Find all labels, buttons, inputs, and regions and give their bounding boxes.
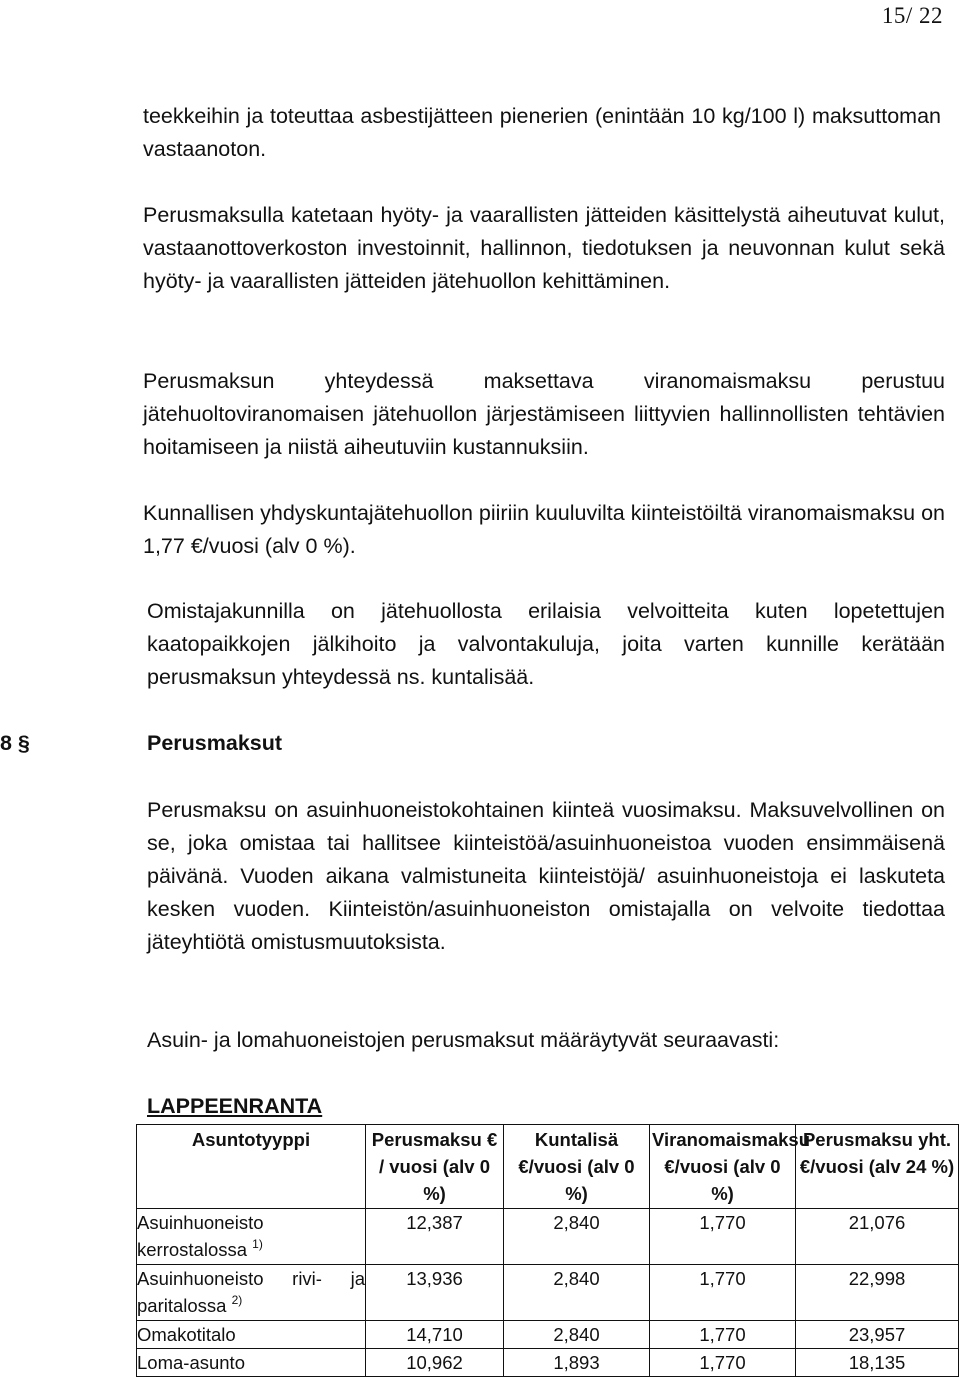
cell-viranomaismaksu: 1,770: [650, 1349, 796, 1377]
section-title: Perusmaksut: [147, 731, 283, 755]
header-kuntalisa: Kuntalisä €/vuosi (alv 0 %): [504, 1125, 650, 1209]
cell-perusmaksu: 12,387: [366, 1209, 504, 1265]
page-number: 15/ 22: [881, 3, 943, 28]
paragraph-viranomaismaksu-amount: Kunnallisen yhdyskuntajätehuollon piiriin kuuluvilta kiinteistöiltä viranomaismaksu on 1,77 €/vuosi (alv 0 %).: [143, 501, 945, 558]
header-yhteensa: Perusmaksu yht. €/vuosi (alv 24 %): [796, 1125, 959, 1209]
header-viranomaismaksu: Viranomaismaksu €/vuosi (alv 0 %): [650, 1125, 796, 1209]
type-label: Asuinhuoneisto kerrostalossa: [137, 1212, 264, 1260]
cell-yhteensa: 21,076: [796, 1209, 959, 1265]
cell-yhteensa: 22,998: [796, 1265, 959, 1321]
section-number: 8 §: [0, 731, 30, 755]
cell-viranomaismaksu: 1,770: [650, 1321, 796, 1349]
paragraph-viranomaismaksu: Perusmaksun yhteydessä maksettava viranomaismaksu perustuu jätehuoltoviranomaisen jätehuollon järjestämiseen liittyvien hallinnollisten tehtävien hoitamiseen ja niistä aiheutuviin kustannuksiin.: [143, 369, 945, 459]
paragraph-table-intro: Asuin- ja lomahuoneistojen perusmaksut määräytyvät seuraavasti:: [147, 1028, 780, 1052]
paragraph-asbestos: teekkeihin ja toteuttaa asbestijätteen pienerien (enintään 10 kg/100 l) maksuttoman vastaanoton.: [143, 104, 941, 161]
footnote-marker: 2): [231, 1293, 243, 1307]
cell-yhteensa: 23,957: [796, 1321, 959, 1349]
paragraph-perusmaksu-definition: Perusmaksu on asuinhuoneistokohtainen kiinteä vuosimaksu. Maksuvelvollinen on se, joka omistaa tai hallitsee kiinteistöä/asuinhuoneistoa vuoden ensimmäisenä päivänä. Vuoden aikana valmistuneita kiinteistöjä/ asuinhuoneistoja ei laskuteta kesken vuoden. Kiinteistön/asuinhuoneiston omistajalla on velvoite tiedottaa jäteyhtiötä omistusmuutoksista.: [147, 798, 945, 954]
table-row: [137, 1265, 959, 1321]
cell-perusmaksu: 14,710: [366, 1321, 504, 1349]
cell-yhteensa: 18,135: [796, 1349, 959, 1377]
cell-perusmaksu: 13,936: [366, 1265, 504, 1321]
cell-viranomaismaksu: 1,770: [650, 1209, 796, 1265]
cell-type: [137, 1265, 366, 1321]
cell-kuntalisa: 2,840: [504, 1265, 650, 1321]
cell-type: Loma-asunto: [137, 1349, 366, 1377]
table-row: [137, 1209, 959, 1265]
cell-type: Omakotitalo: [137, 1321, 366, 1349]
table-header-row: [137, 1125, 959, 1209]
fee-table: [136, 1124, 959, 1377]
cell-kuntalisa: 1,893: [504, 1349, 650, 1377]
cell-perusmaksu: 10,962: [366, 1349, 504, 1377]
cell-viranomaismaksu: 1,770: [650, 1265, 796, 1321]
cell-kuntalisa: 2,840: [504, 1321, 650, 1349]
paragraph-kuntalisa: Omistajakunnilla on jätehuollosta erilaisia velvoitteita kuten lopetettujen kaatopaikkojen jälkihoito ja valvontakuluja, joita varten kunnille kerätään perusmaksun yhteydessä ns. kuntalisää.: [147, 599, 945, 689]
table-row: [137, 1321, 959, 1349]
table-row: [137, 1349, 959, 1377]
paragraph-perusmaksu-coverage: Perusmaksulla katetaan hyöty- ja vaarallisten jätteiden käsittelystä aiheutuvat kulut, vastaanottoverkoston investoinnit, hallinnon, tiedotuksen ja neuvonnan kulut sekä hyöty- ja vaarallisten jätteiden jätehuollon kehittäminen.: [143, 203, 945, 293]
cell-kuntalisa: 2,840: [504, 1209, 650, 1265]
header-asuntotyyppi: Asuntotyyppi: [137, 1125, 366, 1209]
footnote-marker: 1): [252, 1237, 263, 1251]
cell-type: [137, 1209, 366, 1265]
header-perusmaksu: Perusmaksu € / vuosi (alv 0 %): [366, 1125, 504, 1209]
type-label: Asuinhuoneisto rivi- ja paritalossa: [137, 1268, 365, 1316]
city-heading: LAPPEENRANTA: [147, 1094, 323, 1118]
